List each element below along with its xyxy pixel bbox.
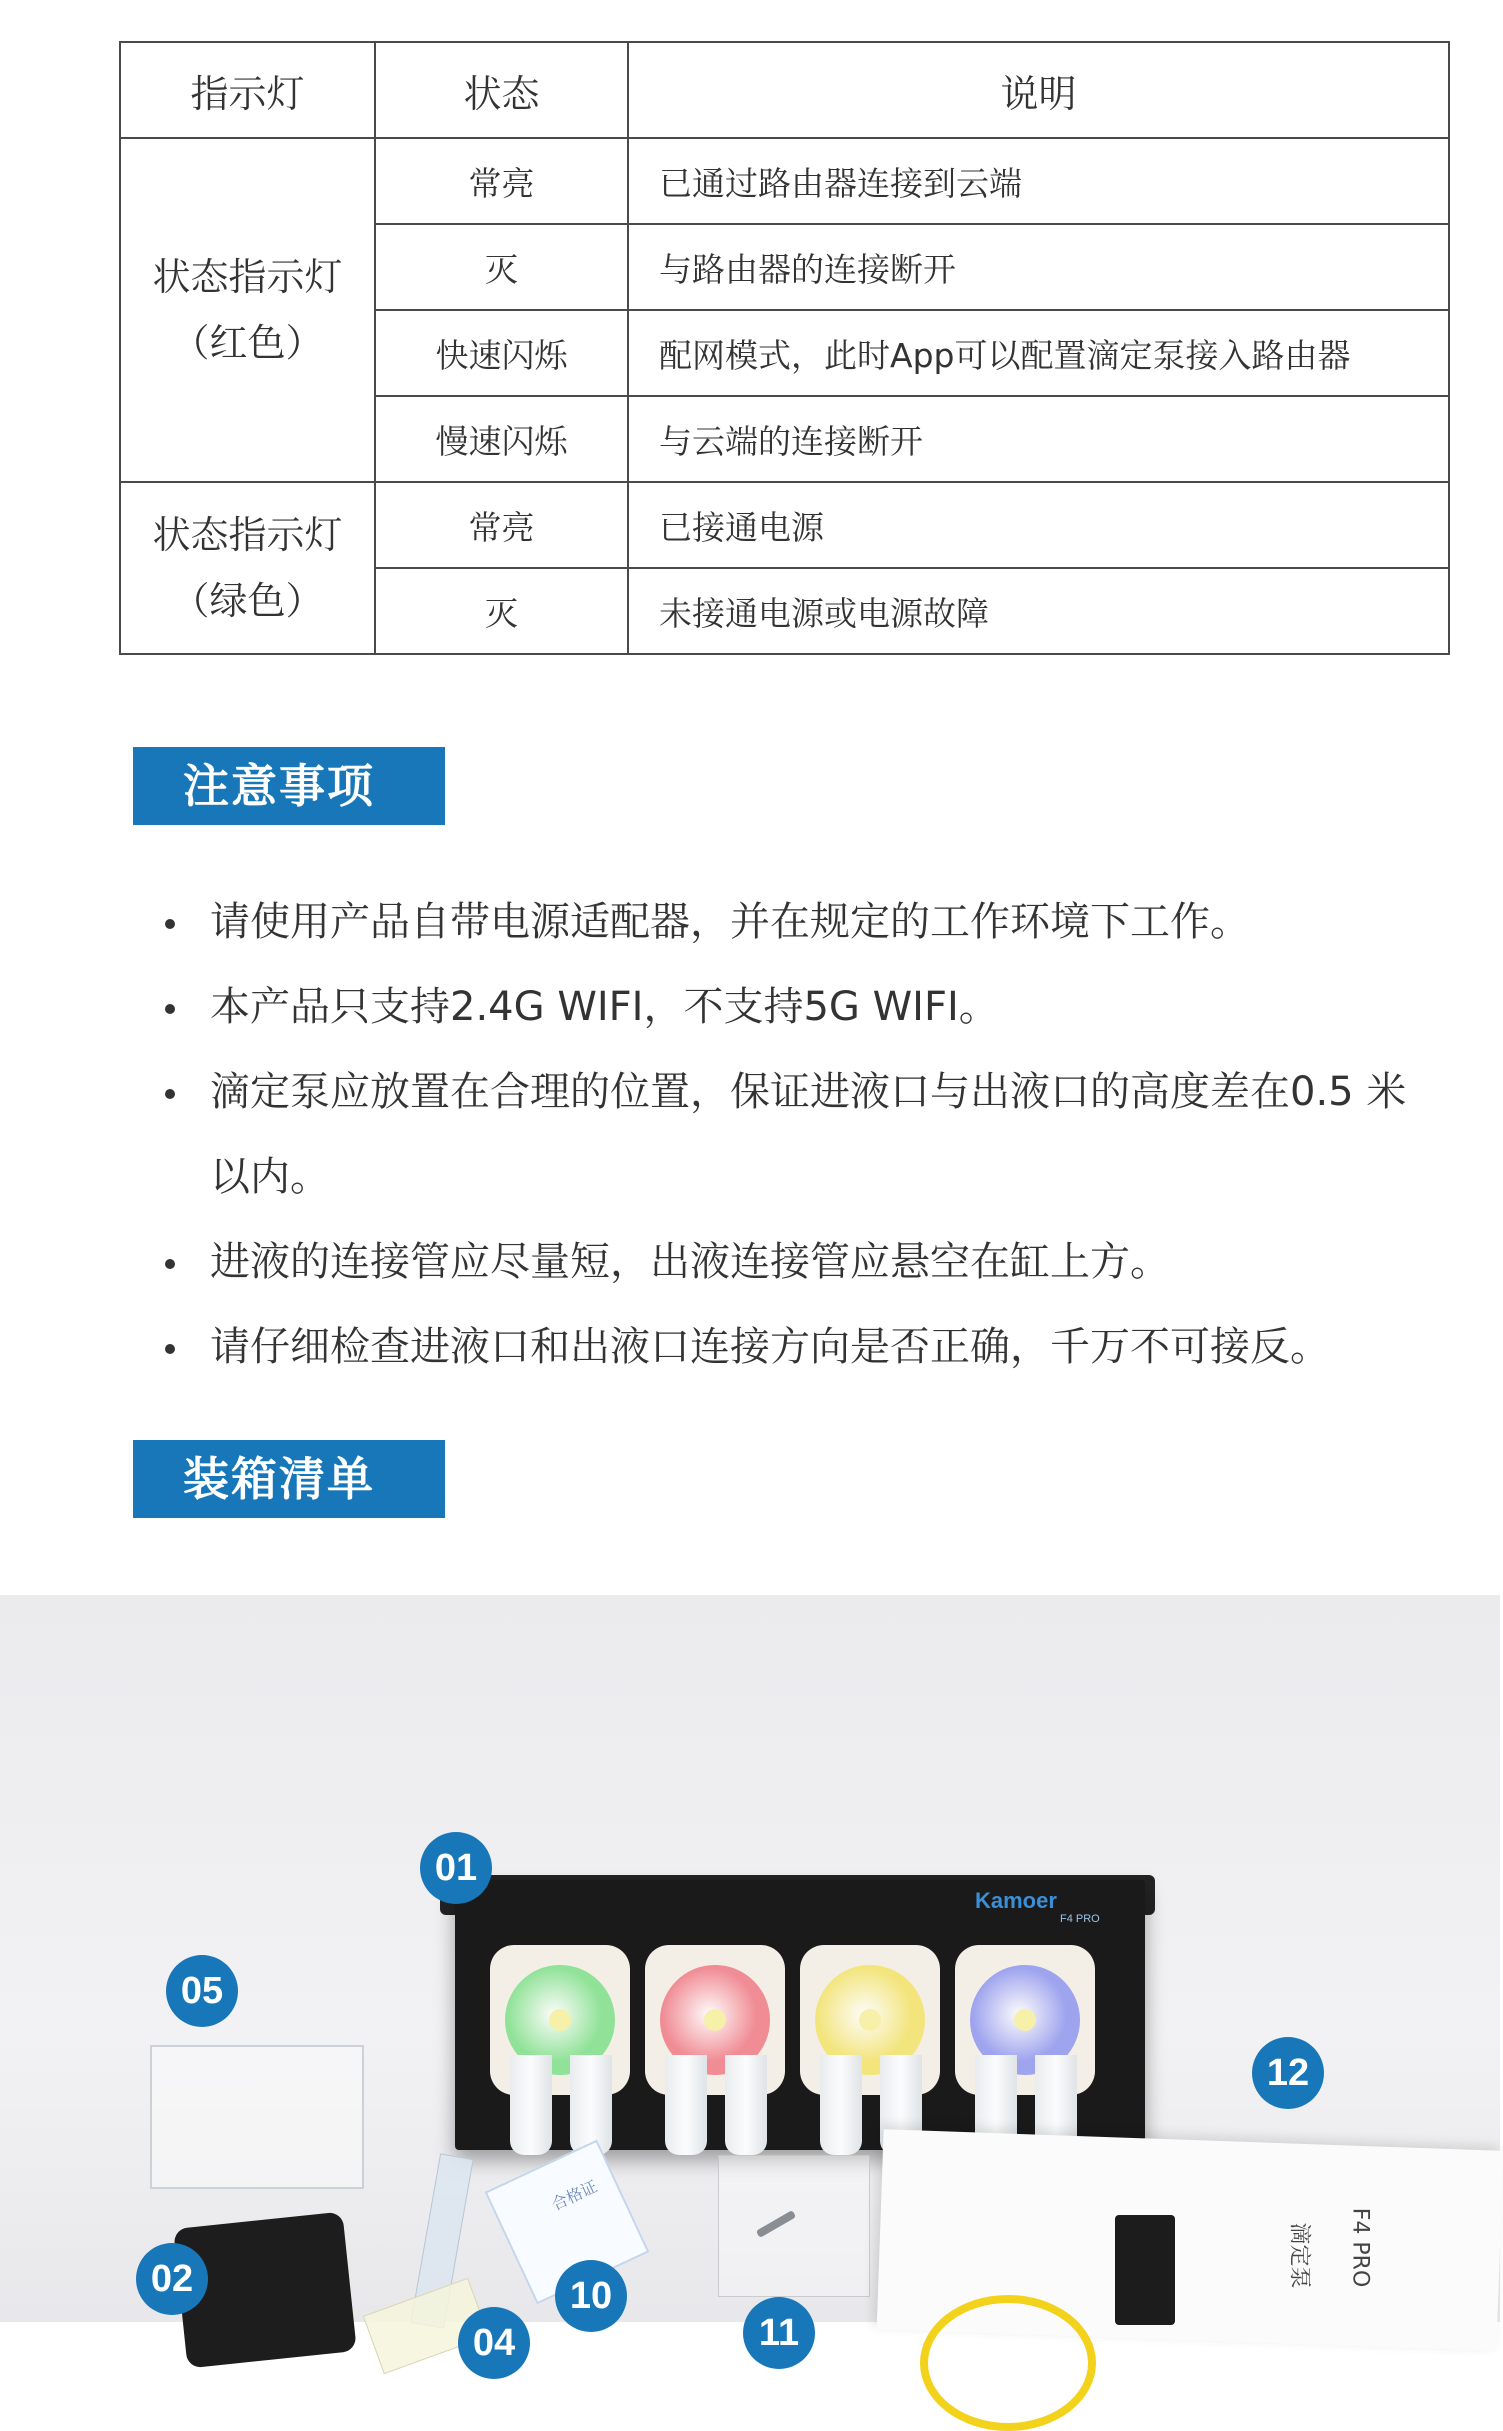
list-item: 滴定泵应放置在合理的位置，保证进液口与出液口的高度差在0.5 米以内。 bbox=[160, 1050, 1440, 1220]
badge-04: 04 bbox=[458, 2307, 530, 2379]
description-cell: 与云端的连接断开 bbox=[628, 396, 1449, 482]
badge-01: 01 bbox=[420, 1832, 492, 1904]
list-item: 请使用产品自带电源适配器，并在规定的工作环境下工作。 bbox=[160, 880, 1440, 965]
indicator-table bbox=[119, 41, 1450, 655]
state-cell: 常亮 bbox=[375, 138, 628, 224]
state-cell: 快速闪烁 bbox=[375, 310, 628, 396]
table-row bbox=[120, 482, 1449, 568]
notes-section-title: 注意事项 bbox=[133, 747, 445, 825]
description-cell: 已接通电源 bbox=[628, 482, 1449, 568]
description-cell: 与路由器的连接断开 bbox=[628, 224, 1449, 310]
group-label-green bbox=[120, 482, 375, 654]
table-row bbox=[120, 138, 1449, 224]
group-label-line1: 状态指示灯 bbox=[152, 255, 343, 299]
tube-connector bbox=[820, 2055, 862, 2155]
header-state: 状态 bbox=[375, 42, 628, 138]
state-cell: 灭 bbox=[375, 224, 628, 310]
packing-photo bbox=[0, 1595, 1500, 2364]
acrylic-tube-holder bbox=[150, 2045, 364, 2189]
rotor-hub bbox=[859, 2009, 881, 2031]
group-label-line2: （红色） bbox=[171, 321, 324, 365]
tube-connector bbox=[725, 2055, 767, 2155]
badge-02: 02 bbox=[136, 2243, 208, 2315]
certificate-text: 合格证 bbox=[548, 2176, 601, 2215]
group-label-red bbox=[120, 138, 375, 482]
manual-model-text: F4 PRO bbox=[1347, 2207, 1373, 2288]
group-label-line1: 状态指示灯 bbox=[152, 513, 343, 557]
yellow-tubing bbox=[920, 2295, 1096, 2431]
state-cell: 灭 bbox=[375, 568, 628, 654]
description-cell: 未接通电源或电源故障 bbox=[628, 568, 1449, 654]
group-label-line2: （绿色） bbox=[171, 579, 324, 623]
badge-10: 10 bbox=[555, 2260, 627, 2332]
description-cell: 配网模式，此时App可以配置滴定泵接入路由器 bbox=[628, 310, 1449, 396]
screw-bag bbox=[718, 2155, 870, 2297]
rotor-hub bbox=[704, 2009, 726, 2031]
header-description: 说明 bbox=[628, 42, 1449, 138]
packing-section-title: 装箱清单 bbox=[133, 1440, 445, 1518]
state-cell: 慢速闪烁 bbox=[375, 396, 628, 482]
badge-12: 12 bbox=[1252, 2037, 1324, 2109]
brand-model: F4 PRO bbox=[1060, 1913, 1100, 1925]
list-item: 进液的连接管应尽量短，出液连接管应悬空在缸上方。 bbox=[160, 1220, 1440, 1305]
state-cell: 常亮 bbox=[375, 482, 628, 568]
manual-title-text: 滴定泵 bbox=[1286, 2222, 1312, 2289]
brand-logo: Kamoer bbox=[975, 1888, 1057, 1913]
notes-list bbox=[160, 880, 1440, 1390]
manual-pump-illustration bbox=[1115, 2215, 1175, 2325]
list-item: 本产品只支持2.4G WIFI，不支持5G WIFI。 bbox=[160, 965, 1440, 1050]
rotor-hub bbox=[1014, 2009, 1036, 2031]
description-cell: 已通过路由器连接到云端 bbox=[628, 138, 1449, 224]
table-header-row bbox=[120, 42, 1449, 138]
tube-connector bbox=[510, 2055, 552, 2155]
badge-11: 11 bbox=[743, 2297, 815, 2369]
tube-connector bbox=[665, 2055, 707, 2155]
rotor-hub bbox=[549, 2009, 571, 2031]
tube-connector bbox=[570, 2055, 612, 2155]
badge-05: 05 bbox=[166, 1955, 238, 2027]
list-item: 请仔细检查进液口和出液口连接方向是否正确，千万不可接反。 bbox=[160, 1305, 1440, 1390]
header-indicator: 指示灯 bbox=[120, 42, 375, 138]
